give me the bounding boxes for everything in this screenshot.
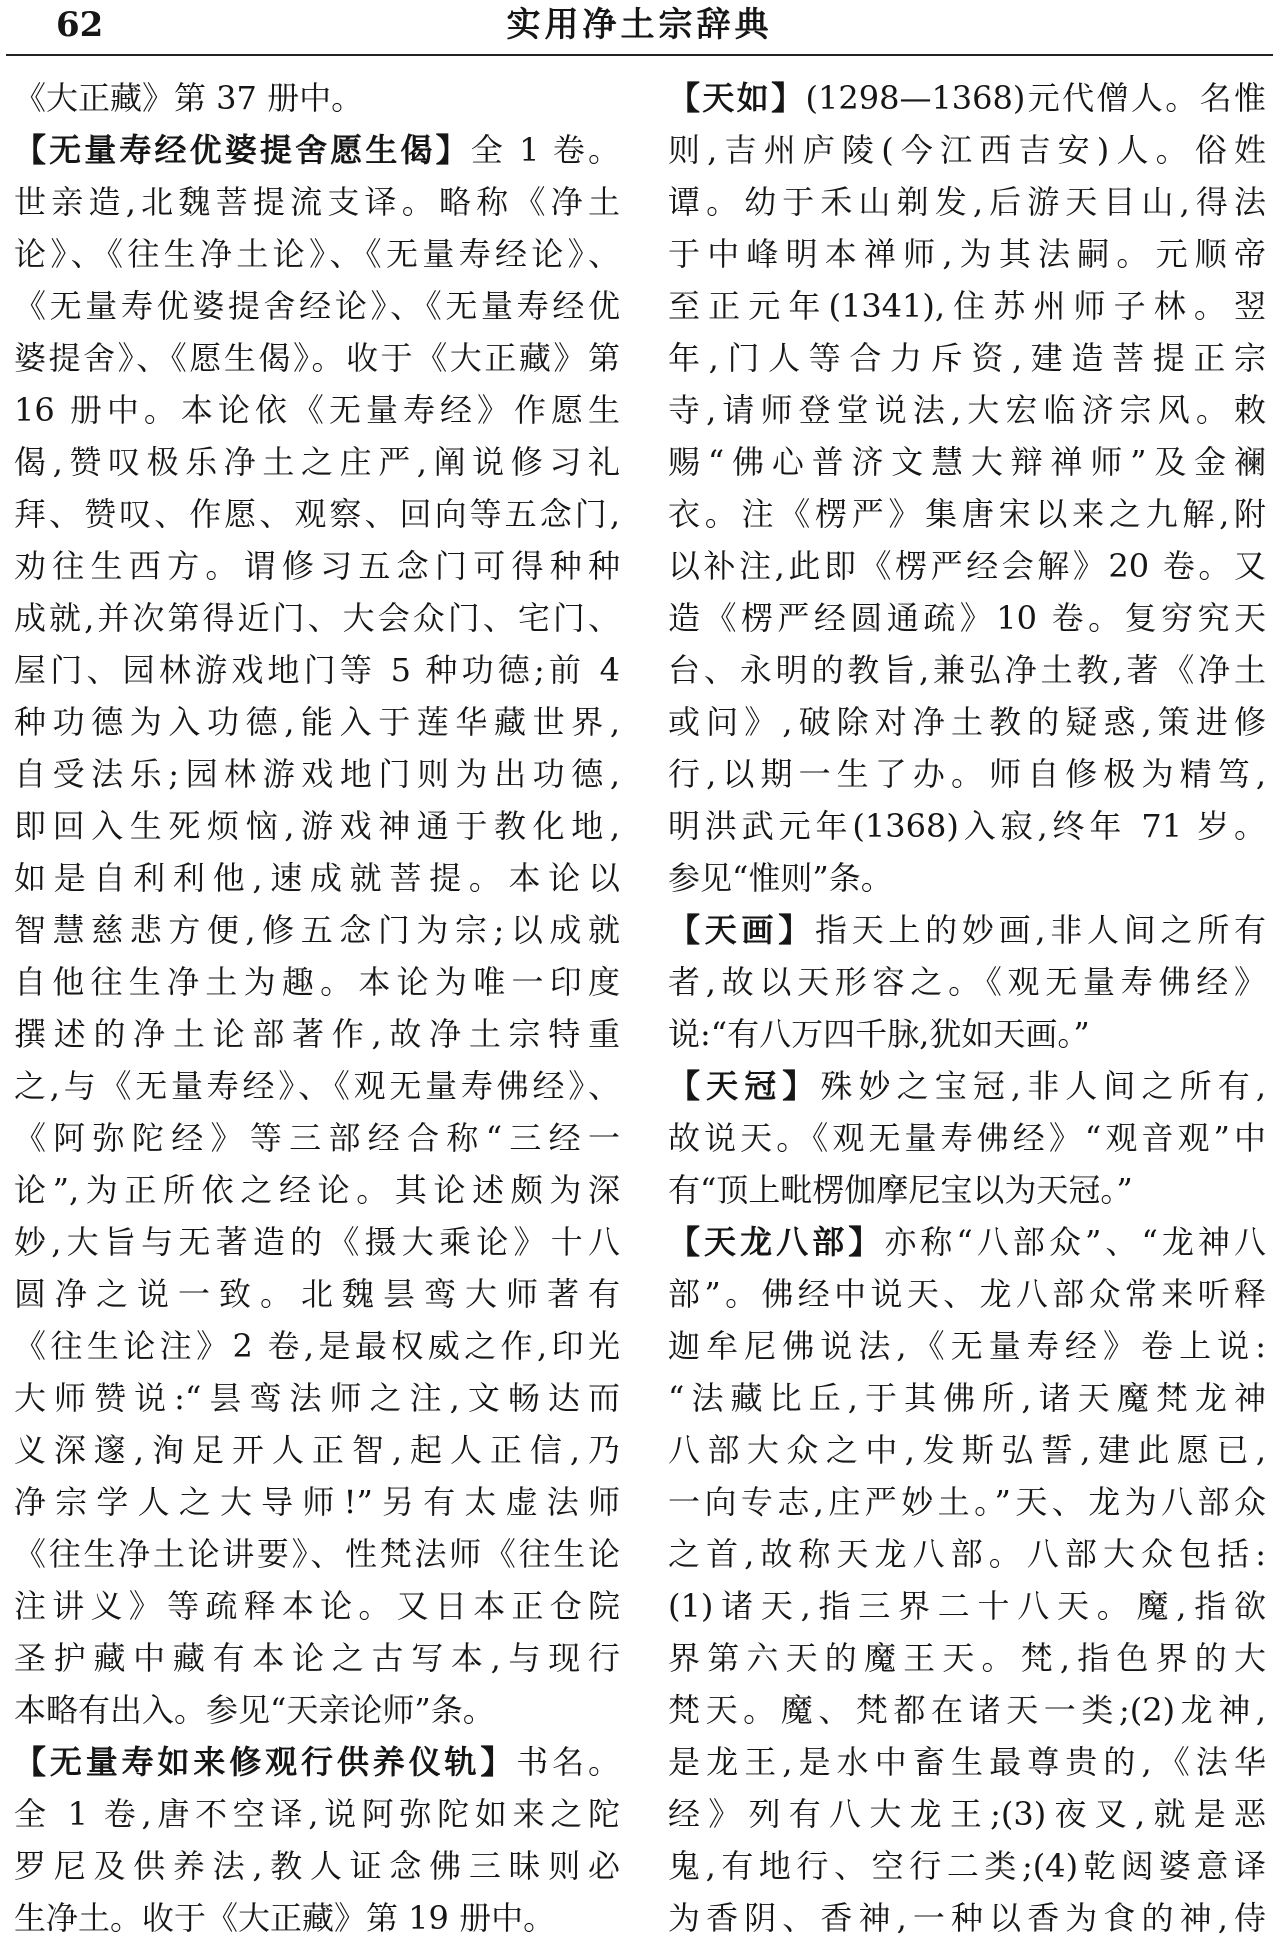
text-line: [668, 956, 1266, 1008]
line-text: 明洪武元年(1368)入寂,终年 71 岁。: [668, 807, 1266, 845]
line-text: 智慧慈悲方便,修五念门为宗;以成就: [14, 911, 620, 949]
text-line: [14, 228, 620, 280]
text-line: [668, 1424, 1266, 1476]
text-line: [668, 1788, 1266, 1840]
line-text: 自他往生净土为趣。本论为唯一印度: [14, 963, 620, 1001]
text-line: [668, 1580, 1266, 1632]
text-line: [668, 488, 1266, 540]
line-text: 迦牟尼佛说法,《无量寿经》卷上说:: [668, 1327, 1266, 1365]
line-text: 义深邃,洵足开人正智,起人正信,乃: [14, 1431, 620, 1469]
text-line: [668, 1216, 1266, 1268]
line-text: 注讲义》等疏释本论。又日本正仓院: [14, 1587, 620, 1625]
line-text: 自受法乐;园林游戏地门则为出功德,: [14, 755, 620, 793]
text-line: [668, 72, 1266, 124]
right-column: [668, 72, 1266, 1944]
line-text: 界第六天的魔王天。梵,指色界的大: [668, 1639, 1266, 1677]
line-text: 至正元年(1341),住苏州师子林。翌: [668, 287, 1266, 325]
line-text: 赐“佛心普济文慧大辩禅师”及金襕: [668, 443, 1266, 481]
text-line: [14, 540, 620, 592]
text-line: [668, 592, 1266, 644]
text-line: [668, 1060, 1266, 1112]
line-text: 《阿弥陀经》等三部经合称“三经一: [14, 1119, 620, 1157]
entry-headword: 【无量寿经优婆提舍愿生偈】: [14, 131, 471, 169]
line-text: 经》列有八大龙王;(3)夜叉,就是恶: [668, 1795, 1266, 1833]
line-text: 圣护藏中藏有本论之古写本,与现行: [14, 1639, 620, 1677]
line-text: 拜、赞叹、作愿、观察、回向等五念门,: [14, 495, 620, 533]
text-line: [668, 384, 1266, 436]
line-text: 书名。: [516, 1743, 620, 1781]
text-line: [668, 280, 1266, 332]
dictionary-entry: [668, 1060, 1266, 1216]
line-text: 成就,并次第得近门、大会众门、宅门、: [14, 599, 620, 637]
text-line: [14, 436, 620, 488]
text-line: [14, 904, 620, 956]
line-text: 梵天。魔、梵都在诸天一类;(2)龙神,: [668, 1691, 1266, 1729]
text-line: [668, 1320, 1266, 1372]
text-line: [668, 1840, 1266, 1892]
text-line: [14, 1684, 620, 1736]
text-line: [668, 696, 1266, 748]
line-text: 年,门人等合力斥资,建造菩提正宗: [668, 339, 1266, 377]
line-text: 为香阴、香神,一种以香为食的神,侍: [668, 1899, 1266, 1937]
dictionary-entry: [668, 72, 1266, 904]
text-line: [668, 1892, 1266, 1944]
line-text: 之首,故称天龙八部。八部大众包括:: [668, 1535, 1266, 1573]
text-line: [14, 1528, 620, 1580]
line-text: 鬼,有地行、空行二类;(4)乾闼婆意译: [668, 1847, 1266, 1885]
line-text: 论》、《往生净土论》、《无量寿经论》、: [14, 235, 620, 273]
line-text: 故说天。《观无量寿佛经》“观音观”中: [668, 1119, 1266, 1157]
dictionary-entry: [14, 72, 620, 124]
left-column: [14, 72, 620, 1944]
text-line: [14, 956, 620, 1008]
text-line: [668, 1632, 1266, 1684]
text-line: [668, 540, 1266, 592]
line-text: 《大正藏》第 37 册中。: [14, 79, 364, 117]
line-text: 如是自利利他,速成就菩提。本论以: [14, 859, 620, 897]
line-text: 则,吉州庐陵(今江西吉安)人。俗姓: [668, 131, 1266, 169]
line-text: 台、永明的教旨,兼弘净土教,著《净土: [668, 651, 1266, 689]
text-line: [14, 124, 620, 176]
text-line: [668, 1372, 1266, 1424]
line-text: 八部大众之中,发斯弘誓,建此愿已,: [668, 1431, 1266, 1469]
line-text: 之,与《无量寿经》、《观无量寿佛经》、: [14, 1067, 620, 1105]
text-line: [668, 1164, 1266, 1216]
text-line: [668, 176, 1266, 228]
line-text: 者,故以天形容之。《观无量寿佛经》: [668, 963, 1266, 1001]
line-text: 《往生净土论讲要》、性梵法师《往生论: [14, 1535, 620, 1573]
text-line: [14, 1216, 620, 1268]
text-line: [668, 1112, 1266, 1164]
line-text: 一向专志,庄严妙土。”天、龙为八部众: [668, 1483, 1266, 1521]
line-text: 寺,请师登堂说法,大宏临济宗风。敕: [668, 391, 1266, 429]
entry-headword: 【天龙八部】: [668, 1223, 885, 1261]
line-text: 有“顶上毗楞伽摩尼宝以为天冠。”: [668, 1171, 1133, 1209]
text-line: [14, 176, 620, 228]
text-line: [668, 904, 1266, 956]
line-text: 圆净之说一致。北魏昙鸾大师著有: [14, 1275, 620, 1313]
line-text: 部”。佛经中说天、龙八部众常来听释: [668, 1275, 1266, 1313]
text-line: [14, 1632, 620, 1684]
line-text: 婆提舍》、《愿生偈》。收于《大正藏》第: [14, 339, 620, 377]
line-text: 即回入生死烦恼,游戏神通于教化地,: [14, 807, 620, 845]
line-text: 屋门、园林游戏地门等 5 种功德;前 4: [14, 651, 620, 689]
text-line: [14, 800, 620, 852]
line-text: 说:“有八万四千脉,犹如天画。”: [668, 1015, 1090, 1053]
line-text: 论”,为正所依之经论。其论述颇为深: [14, 1171, 620, 1209]
text-line: [14, 1580, 620, 1632]
line-text: 谭。幼于禾山剃发,后游天目山,得法: [668, 183, 1266, 221]
text-line: [14, 1840, 620, 1892]
text-line: [668, 332, 1266, 384]
line-text: 《往生论注》2 卷,是最权威之作,印光: [14, 1327, 620, 1365]
text-line: [14, 1372, 620, 1424]
text-line: [668, 748, 1266, 800]
line-text: 衣。注《楞严》集唐宋以来之九解,附: [668, 495, 1266, 533]
line-text: 妙,大旨与无著造的《摄大乘论》十八: [14, 1223, 620, 1261]
entry-headword: 【天冠】: [668, 1067, 821, 1105]
page-number: 62: [56, 5, 104, 45]
text-line: [14, 72, 620, 124]
text-line: [14, 696, 620, 748]
line-text: 指天上的妙画,非人间之所有: [814, 911, 1266, 949]
text-line: [668, 1476, 1266, 1528]
text-line: [14, 1112, 620, 1164]
text-line: [14, 1476, 620, 1528]
text-line: [14, 1424, 620, 1476]
text-line: [14, 1060, 620, 1112]
text-line: [14, 280, 620, 332]
text-line: [668, 1008, 1266, 1060]
line-text: 殊妙之宝冠,非人间之所有,: [820, 1067, 1266, 1105]
line-text: 大师赞说:“昙鸾法师之注,文畅达而: [14, 1379, 620, 1417]
text-line: [668, 852, 1266, 904]
line-text: 撰述的净土论部著作,故净土宗特重: [14, 1015, 620, 1053]
text-line: [14, 1320, 620, 1372]
line-text: 种功德为入功德,能入于莲华藏世界,: [14, 703, 620, 741]
line-text: 造《楞严经圆通疏》10 卷。复穷究天: [668, 599, 1266, 637]
line-text: 行,以期一生了办。师自修极为精笃,: [668, 755, 1266, 793]
line-text: 罗尼及供养法,教人证念佛三昧则必: [14, 1847, 620, 1885]
text-line: [668, 124, 1266, 176]
dictionary-entry: [14, 124, 620, 1736]
line-text: 或问》,破除对净土教的疑惑,策进修: [668, 703, 1266, 741]
text-line: [668, 228, 1266, 280]
text-line: [668, 1268, 1266, 1320]
line-text: 生净土。收于《大正藏》第 19 册中。: [14, 1899, 556, 1937]
entry-headword: 【无量寿如来修观行供养仪轨】: [14, 1743, 517, 1781]
text-line: [14, 748, 620, 800]
line-text: 本略有出入。参见“天亲论师”条。: [14, 1691, 495, 1729]
text-line: [668, 644, 1266, 696]
line-text: 净宗学人之大导师!”另有太虚法师: [14, 1483, 620, 1521]
line-text: 《无量寿优婆提舍经论》、《无量寿经优: [14, 287, 620, 325]
text-line: [14, 1268, 620, 1320]
text-line: [668, 1736, 1266, 1788]
text-line: [14, 384, 620, 436]
line-text: (1298—1368)元代僧人。名惟: [805, 79, 1266, 117]
entry-headword: 【天如】: [668, 79, 806, 117]
text-line: [14, 852, 620, 904]
line-text: 参见“惟则”条。: [668, 859, 893, 897]
text-line: [14, 1892, 620, 1944]
text-line: [14, 1788, 620, 1840]
line-text: 亦称“八部众”、“龙神八: [884, 1223, 1266, 1261]
line-text: 以补注,此即《楞严经会解》20 卷。又: [668, 547, 1266, 585]
text-line: [668, 1528, 1266, 1580]
header-rule: [6, 54, 1273, 56]
text-line: [14, 592, 620, 644]
dictionary-entry: [668, 1216, 1266, 1944]
line-text: 偈,赞叹极乐净土之庄严,阐说修习礼: [14, 443, 620, 481]
text-line: [668, 800, 1266, 852]
dictionary-entry: [668, 904, 1266, 1060]
line-text: 全 1 卷。: [470, 131, 620, 169]
line-text: 全 1 卷,唐不空译,说阿弥陀如来之陀: [14, 1795, 620, 1833]
line-text: 于中峰明本禅师,为其法嗣。元顺帝: [668, 235, 1266, 273]
text-line: [14, 332, 620, 384]
text-line: [668, 1684, 1266, 1736]
line-text: 世亲造,北魏菩提流支译。略称《净土: [14, 183, 620, 221]
text-line: [14, 1008, 620, 1060]
line-text: (1)诸天,指三界二十八天。魔,指欲: [668, 1587, 1266, 1625]
text-line: [14, 1736, 620, 1788]
running-title: 实用净土宗辞典: [506, 5, 773, 45]
text-line: [14, 1164, 620, 1216]
text-line: [668, 436, 1266, 488]
line-text: “法藏比丘,于其佛所,诸天魔梵龙神: [668, 1379, 1266, 1417]
text-line: [14, 488, 620, 540]
line-text: 是龙王,是水中畜生最尊贵的,《法华: [668, 1743, 1266, 1781]
line-text: 16 册中。本论依《无量寿经》作愿生: [14, 391, 620, 429]
text-line: [14, 644, 620, 696]
entry-headword: 【天画】: [668, 911, 815, 949]
line-text: 劝往生西方。谓修习五念门可得种种: [14, 547, 620, 585]
dictionary-entry: [14, 1736, 620, 1944]
